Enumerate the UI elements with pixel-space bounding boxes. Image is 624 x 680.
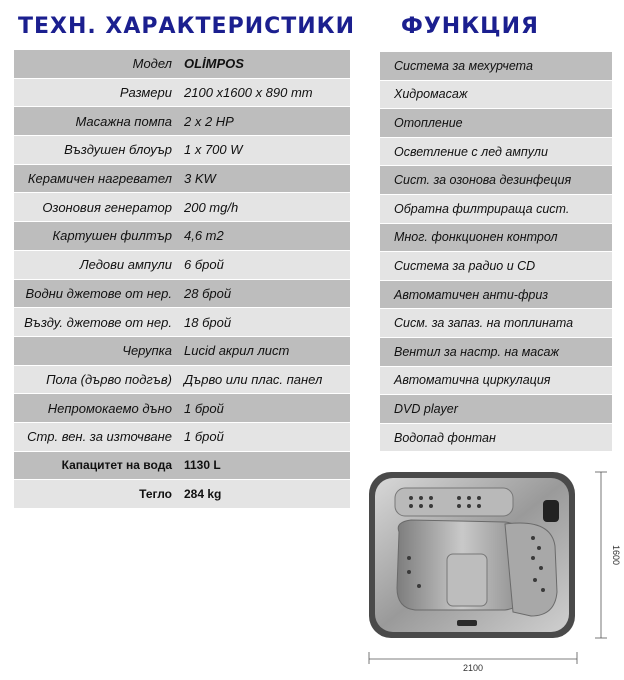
spec-label: Въздушен блоуър xyxy=(64,142,172,158)
spec-label: Непромокаемо дъно xyxy=(47,400,172,416)
spec-row xyxy=(14,136,350,165)
function-item: Сисм. за запаз. на топлината xyxy=(380,309,612,338)
spec-row xyxy=(14,337,350,366)
spec-label: Капацитет на вода xyxy=(61,458,172,473)
spec-value: Дърво или плас. панел xyxy=(184,371,323,387)
spec-row xyxy=(14,280,350,309)
spec-label: Черупка xyxy=(122,343,172,359)
tub-control xyxy=(457,620,477,626)
function-item: Система за радио и CD xyxy=(380,252,612,281)
spec-value: 4,6 m2 xyxy=(184,228,224,244)
tub-lounger xyxy=(505,523,557,616)
spec-label: Стр. вен. за източване xyxy=(27,429,172,445)
width-dimension-label: 2100 xyxy=(462,663,484,672)
function-item: Водопад фонтан xyxy=(380,424,612,453)
spec-table xyxy=(14,50,350,509)
spec-value: 3 KW xyxy=(184,171,216,187)
spec-title: ТЕХН. ХАРАКТЕРИСТИКИ xyxy=(18,14,356,39)
spec-row xyxy=(14,251,350,280)
spec-row xyxy=(14,107,350,136)
spec-value: 18 брой xyxy=(184,314,232,330)
function-item: Автоматичен анти-фриз xyxy=(380,281,612,310)
function-table xyxy=(380,52,612,452)
function-item: Обратна филтрираща сист. xyxy=(380,195,612,224)
spec-value: 6 брой xyxy=(184,257,224,273)
spec-label: Пола (дърво подгъв) xyxy=(46,371,172,387)
spec-value: 1130 L xyxy=(184,458,221,473)
spec-value: 1 брой xyxy=(184,429,224,445)
spec-label: Ледови ампули xyxy=(79,257,172,273)
tub-step xyxy=(447,554,487,606)
spec-row xyxy=(14,394,350,423)
function-item: DVD player xyxy=(380,395,612,424)
spec-value: 284 kg xyxy=(184,487,222,502)
function-item: Осветление с лед ампули xyxy=(380,138,612,167)
spec-label: Възду. джетове от нер. xyxy=(24,314,172,330)
spec-row xyxy=(14,193,350,222)
spec-label: Водни джетове от нер. xyxy=(25,285,172,301)
spec-label: Модел xyxy=(132,56,172,72)
function-item: Хидромасаж xyxy=(380,81,612,110)
spec-value: 28 брой xyxy=(184,285,232,301)
function-item: Отопление xyxy=(380,109,612,138)
tub-bench xyxy=(395,488,513,516)
spec-value: 200 mg/h xyxy=(184,199,239,215)
spec-value: 1 брой xyxy=(184,400,224,416)
function-item: Автоматична циркулация xyxy=(380,367,612,396)
spec-value: 1 x 700 W xyxy=(184,142,243,158)
spec-value: Lucid акрил лист xyxy=(184,343,290,359)
spec-row xyxy=(14,79,350,108)
height-dimension-label: 1600 xyxy=(611,544,621,566)
function-title: ФУНКЦИЯ xyxy=(401,14,539,39)
spec-row xyxy=(14,366,350,395)
function-item: Система за мехурчета xyxy=(380,52,612,81)
function-item: Сист. за озонова дезинфеция xyxy=(380,166,612,195)
spec-value: 2 x 2 HP xyxy=(184,113,234,129)
spec-label: Картушен филтър xyxy=(52,228,172,244)
spec-label: Керамичен нагревател xyxy=(27,171,172,187)
spec-label: Масажна помпа xyxy=(75,113,172,129)
spec-value: 2100 x1600 x 890 mm xyxy=(184,85,313,101)
spec-row xyxy=(14,222,350,251)
spec-label: Озоновия генератор xyxy=(42,199,172,215)
spec-row xyxy=(14,165,350,194)
spec-row xyxy=(14,50,350,79)
spec-label: Размери xyxy=(119,85,172,101)
function-item: Вентил за настр. на масаж xyxy=(380,338,612,367)
tub-pillow xyxy=(543,500,559,522)
spec-value: OLİMPOS xyxy=(184,56,244,72)
spec-label: Тегло xyxy=(139,487,172,502)
spec-row xyxy=(14,480,350,509)
spec-row xyxy=(14,423,350,452)
spec-row xyxy=(14,452,350,481)
spec-row xyxy=(14,308,350,337)
function-item: Мног. фонкционен контрол xyxy=(380,224,612,253)
spa-tub-diagram xyxy=(355,462,623,672)
